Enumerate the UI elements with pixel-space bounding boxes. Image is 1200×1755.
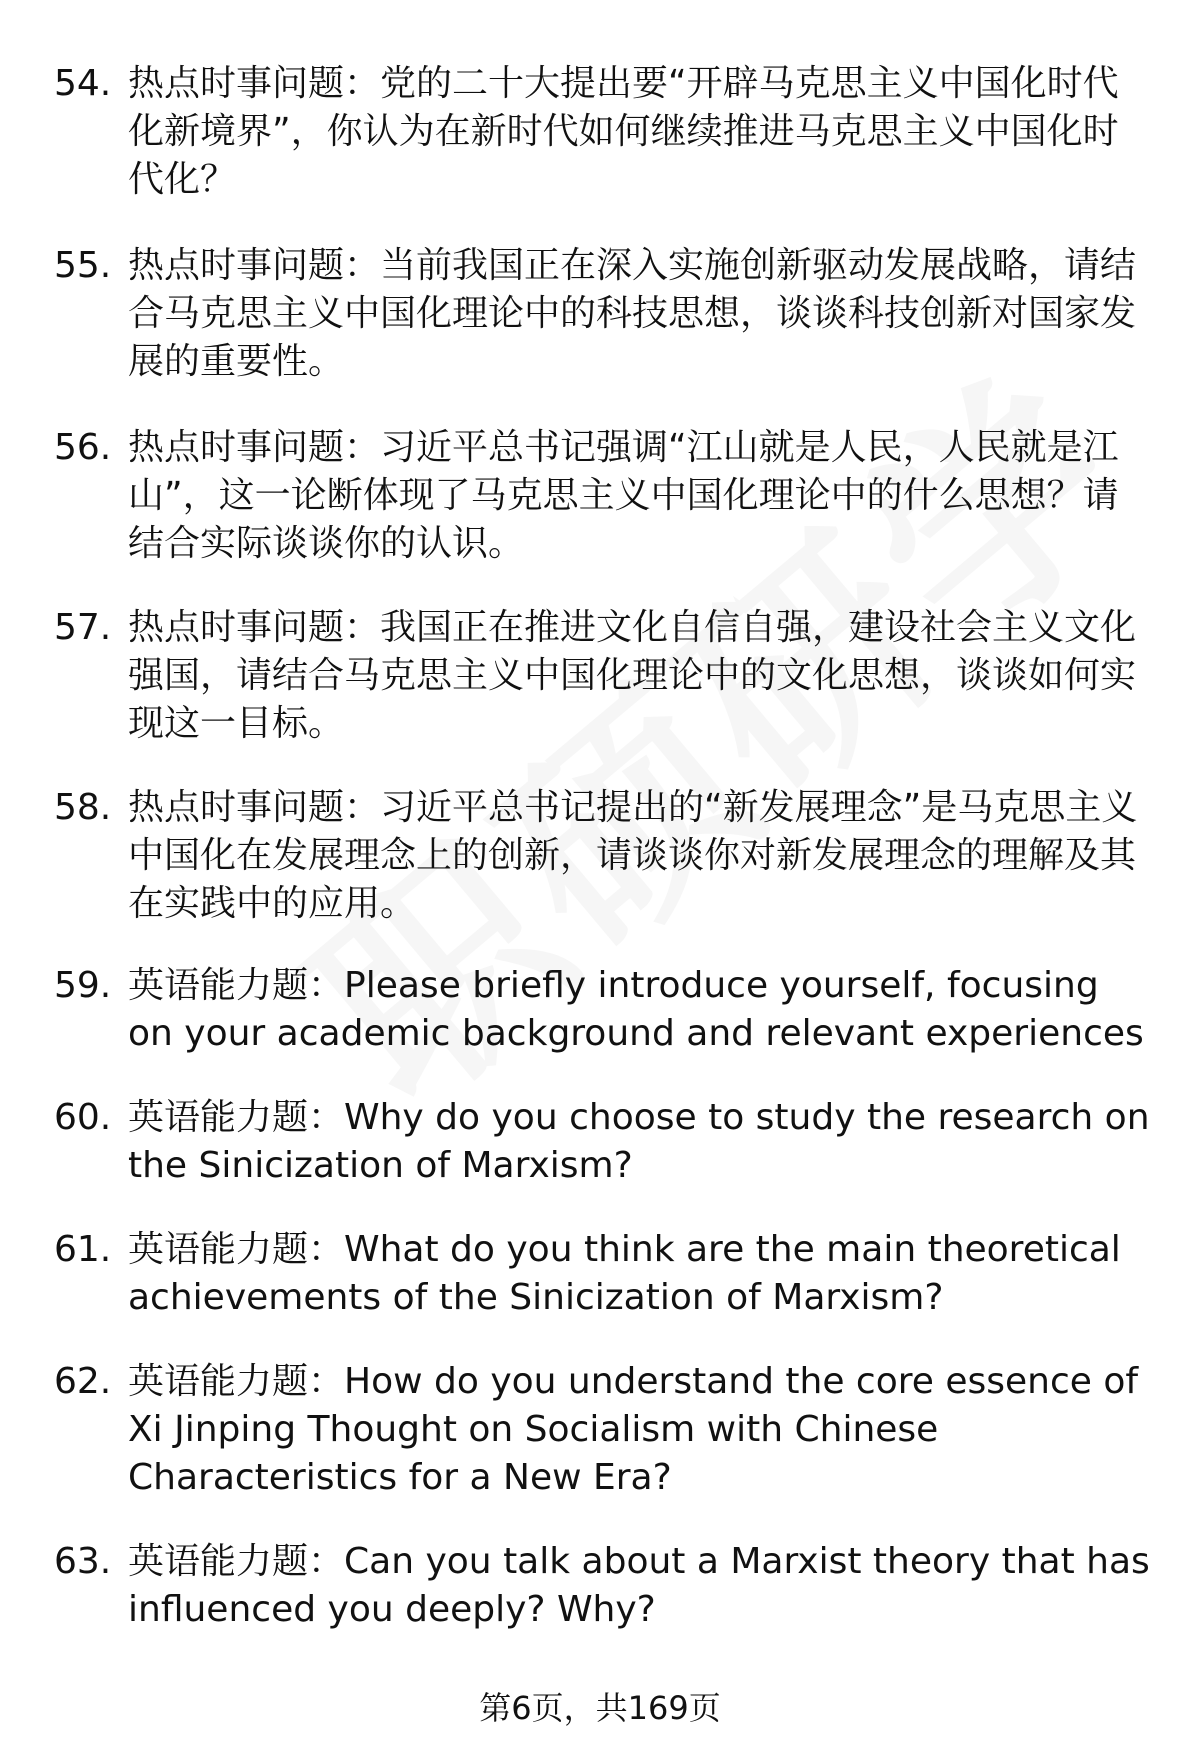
- question-text: 党的二十大提出要“开辟马克思主义中国化时代化新境界”，你认为在新时代如何继续推进马克思主义中国化时代化？: [128, 63, 1119, 200]
- question-item: [54, 1226, 1154, 1322]
- question-text: What do you think are the main theoretical achievements of the Sinicization of Marxism?: [128, 1229, 1121, 1318]
- page-number: 第6页，共169页: [479, 1689, 721, 1727]
- question-number: 63.: [54, 1541, 112, 1582]
- question-number: 59.: [54, 965, 112, 1006]
- question-item: [54, 1094, 1154, 1190]
- question-number: 55.: [54, 245, 112, 286]
- question-category: 热点时事问题：: [128, 63, 381, 104]
- question-number: 54.: [54, 63, 112, 104]
- question-text: 我国正在推进文化自信自强，建设社会主义文化强国，请结合马克思主义中国化理论中的文化思想，谈谈如何实现这一目标。: [128, 607, 1137, 744]
- question-text: Can you talk about a Marxist theory that has influenced you deeply? Why?: [128, 1541, 1150, 1630]
- question-number: 57.: [54, 607, 112, 648]
- page-footer: [0, 1688, 1200, 1728]
- question-item: [54, 962, 1154, 1058]
- question-item: [54, 1538, 1154, 1634]
- question-text: 当前我国正在深入实施创新驱动发展战略，请结合马克思主义中国化理论中的科技思想，谈谈科技创新对国家发展的重要性。: [128, 245, 1137, 382]
- question-category: 英语能力题：: [128, 1361, 345, 1402]
- question-number: 56.: [54, 427, 112, 468]
- question-number: 61.: [54, 1229, 112, 1270]
- question-category: 英语能力题：: [128, 1541, 345, 1582]
- question-category: 热点时事问题：: [128, 607, 381, 648]
- question-number: 60.: [54, 1097, 112, 1138]
- question-text: Please briefly introduce yourself, focusing on your academic background and relevant experiences: [128, 965, 1144, 1054]
- question-text: 习近平总书记强调“江山就是人民，人民就是江山”，这一论断体现了马克思主义中国化理论中的什么思想？请结合实际谈谈你的认识。: [128, 427, 1119, 564]
- question-item: [54, 1358, 1154, 1502]
- question-number: 62.: [54, 1361, 112, 1402]
- question-number: 58.: [54, 787, 112, 828]
- question-category: 热点时事问题：: [128, 427, 381, 468]
- question-category: 热点时事问题：: [128, 787, 381, 828]
- question-item: [54, 784, 1154, 928]
- question-text: 习近平总书记提出的“新发展理念”是马克思主义中国化在发展理念上的创新，请谈谈你对新发展理念的理解及其在实践中的应用。: [128, 787, 1138, 924]
- question-text: How do you understand the core essence of Xi Jinping Thought on Socialism with Chinese Characteristics for a New Era?: [128, 1361, 1139, 1498]
- question-text: Why do you choose to study the research on the Sinicization of Marxism?: [128, 1097, 1150, 1186]
- question-category: 英语能力题：: [128, 1229, 345, 1270]
- question-item: [54, 242, 1154, 386]
- question-category: 英语能力题：: [128, 965, 345, 1006]
- question-item: [54, 60, 1154, 204]
- question-category: 英语能力题：: [128, 1097, 345, 1138]
- question-item: [54, 424, 1154, 568]
- question-item: [54, 604, 1154, 748]
- question-category: 热点时事问题：: [128, 245, 381, 286]
